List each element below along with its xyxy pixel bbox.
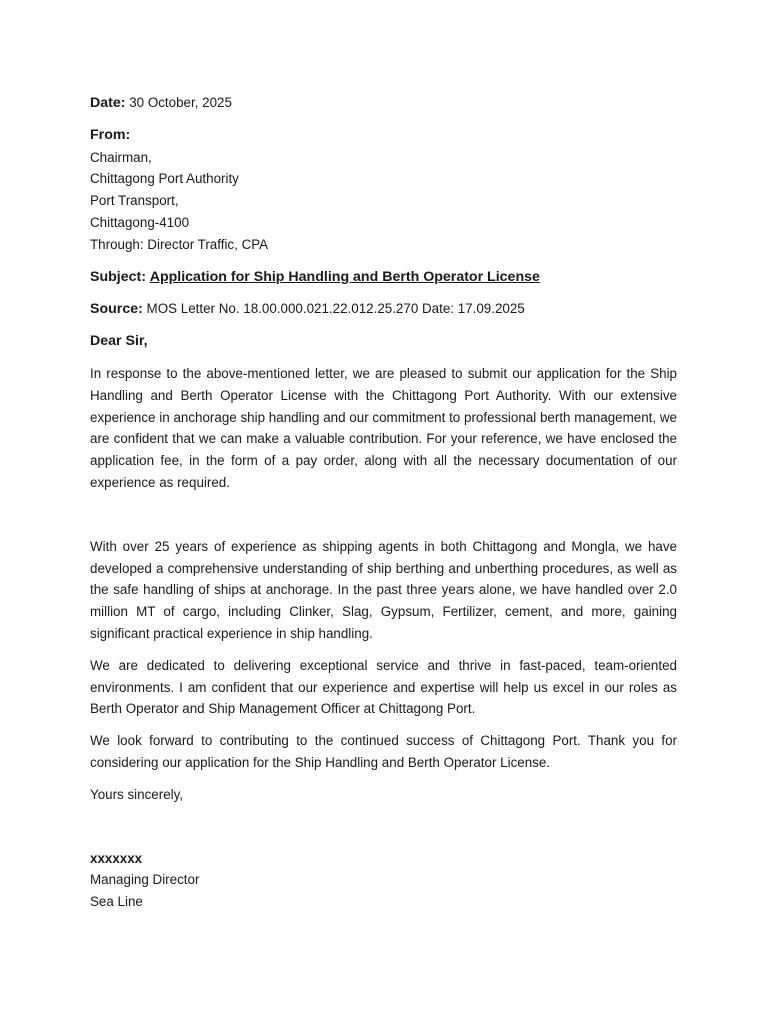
from-line-1: Chairman, xyxy=(90,149,152,165)
subject-text: Application for Ship Handling and Berth Operator License xyxy=(149,268,540,285)
from-line-3: Port Transport, xyxy=(90,193,179,209)
paragraph-4: We look forward to contributing to the continued success of Chittagong Port. Thank you for considering our application for the Ship Handling and Berth Operator License. xyxy=(90,733,677,770)
subject-line xyxy=(90,266,677,289)
signature-title: Managing Director xyxy=(90,872,200,888)
from-line-4: Chittagong-4100 xyxy=(90,214,190,230)
from-line-2: Chittagong Port Authority xyxy=(90,171,239,187)
letter-body xyxy=(90,92,677,913)
signature-company: Sea Line xyxy=(90,894,143,910)
paragraph-3: We are dedicated to delivering exceptional service and thrive in fast-paced, team-oriented environments. I am confident that our experience and expertise will help us excel in our roles as Berth Operator and Ship Management Officer at Chittagong Port. xyxy=(90,657,677,717)
source-value: MOS Letter No. 18.00.000.021.22.012.25.270 Date: 17.09.2025 xyxy=(142,301,525,317)
date-value: 30 October, 2025 xyxy=(125,95,232,110)
closing: Yours sincerely, xyxy=(90,786,184,802)
signature-name: xxxxxxx xyxy=(90,850,143,866)
source-label: Source: xyxy=(90,301,143,318)
date-label: Date: xyxy=(90,95,126,111)
paragraph-1: In response to the above-mentioned letter, we are pleased to submit our application for the Ship Handling and Berth Operator License with the Chittagong Port Authority. With our extensive experience in anchorage ship handling and our commitment to professional berth management, we are confident that we can make a valuable contribution. For your reference, we have enclosed the application fee, in the form of a pay order, along with all the necessary documentation of our experience as required. xyxy=(90,365,677,490)
from-label: From: xyxy=(90,126,131,143)
salutation: Dear Sir, xyxy=(90,333,148,350)
date-line xyxy=(90,92,677,115)
from-line-5: Through: Director Traffic, CPA xyxy=(90,236,269,252)
source-line xyxy=(90,298,677,321)
paragraph-2: With over 25 years of experience as shipping agents in both Chittagong and Mongla, we have developed a comprehensive understanding of ship berthing and unberthing procedures, as well as the safe handling of ships at anchorage. In the past three years alone, we have handled over 2.0 million MT of cargo, including Clinker, Slag, Gypsum, Fertilizer, cement, and more, gaining significant practical experience in ship handling. xyxy=(90,538,677,641)
subject-label: Subject: xyxy=(90,268,146,285)
